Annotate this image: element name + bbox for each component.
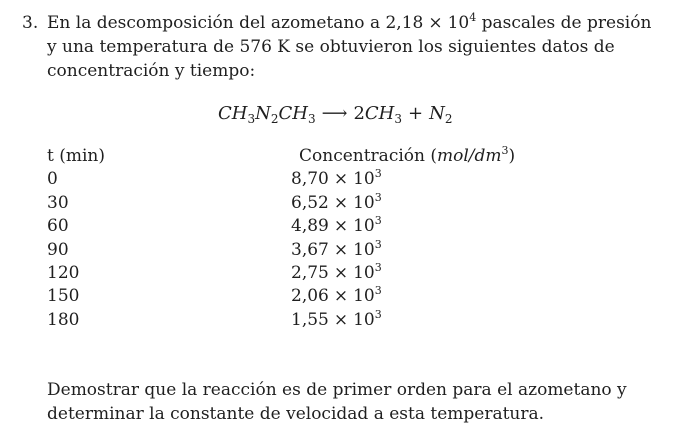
times-symbol: × bbox=[333, 169, 349, 190]
power-base: 10 bbox=[353, 169, 375, 190]
reactant-ch-2: CH bbox=[278, 103, 308, 124]
pressure-base: 10 bbox=[447, 13, 470, 33]
time-value: 180 bbox=[47, 309, 80, 330]
power-base: 10 bbox=[353, 192, 375, 213]
times-symbol: × bbox=[333, 216, 349, 237]
problem-statement bbox=[47, 11, 687, 83]
concentration-value bbox=[291, 168, 515, 191]
time-value: 120 bbox=[47, 262, 80, 283]
concentration-mantissa: 4,89 bbox=[291, 216, 329, 237]
power-base: 10 bbox=[353, 216, 375, 237]
statement-line-3: concentración y tiempo: bbox=[47, 61, 256, 81]
product1-ch: CH bbox=[364, 103, 395, 124]
time-value: 30 bbox=[47, 192, 69, 213]
power-exp: 3 bbox=[374, 284, 382, 298]
product2-sub: 2 bbox=[444, 112, 453, 126]
power-exp: 3 bbox=[374, 237, 382, 251]
power-exp: 3 bbox=[374, 307, 382, 321]
concentration-value bbox=[291, 239, 515, 262]
power-exp: 3 bbox=[374, 190, 382, 204]
product1-coeff: 2 bbox=[353, 103, 365, 124]
times-symbol: × bbox=[333, 286, 349, 307]
reactant-n: N bbox=[255, 103, 271, 124]
task-instructions bbox=[47, 378, 687, 426]
concentration-mantissa: 1,55 bbox=[291, 309, 329, 330]
time-value: 150 bbox=[47, 286, 80, 307]
power-exp: 3 bbox=[374, 167, 382, 181]
time-value: 90 bbox=[47, 239, 69, 260]
power-base: 10 bbox=[353, 286, 375, 307]
reaction-arrow: ⟶ bbox=[321, 103, 348, 124]
times-symbol: × bbox=[333, 262, 349, 283]
statement-line-2: y una temperatura de 576 K se obtuvieron los siguientes datos de bbox=[47, 37, 615, 57]
plus-sign: + bbox=[408, 103, 424, 124]
concentration-value bbox=[291, 262, 515, 285]
concentration-mantissa: 6,52 bbox=[291, 192, 329, 213]
time-value: 0 bbox=[47, 169, 58, 190]
times-symbol: × bbox=[333, 309, 349, 330]
reactant-ch: CH bbox=[218, 103, 248, 124]
concentration-header: Concentración $(mol/dm^3)$ bbox=[299, 144, 516, 166]
concentration-mantissa: 2,75 bbox=[291, 262, 329, 283]
reactant-sub-1: 3 bbox=[247, 112, 256, 126]
reactant-sub-3: 3 bbox=[308, 112, 316, 126]
footer-line-2: determinar la constante de velocidad a esta temperatura. bbox=[47, 404, 545, 424]
times-symbol: × bbox=[428, 13, 443, 33]
pressure-tail: pascales de presión bbox=[481, 13, 652, 33]
power-exp: 3 bbox=[374, 214, 382, 228]
time-column bbox=[47, 145, 105, 332]
statement-line-1-text: En la descomposición del azometano a 2,18 bbox=[47, 13, 424, 33]
footer-line-1: Demostrar que la reacción es de primer orden para el azometano y bbox=[47, 380, 627, 400]
concentration-value bbox=[291, 285, 515, 308]
times-symbol: × bbox=[333, 192, 349, 213]
reaction-equation bbox=[218, 101, 453, 132]
product2-n: N bbox=[429, 103, 445, 124]
power-exp: 3 bbox=[374, 260, 382, 274]
pressure-exponent: 4 bbox=[469, 11, 477, 24]
concentration-header-exp: 3 bbox=[501, 144, 509, 157]
power-base: 10 bbox=[353, 239, 375, 260]
time-header: t (min) bbox=[47, 146, 106, 166]
times-symbol: × bbox=[333, 239, 349, 260]
concentration-mantissa: 8,70 bbox=[291, 169, 329, 190]
concentration-header-text: Concentración bbox=[299, 146, 425, 166]
problem-number: 3. bbox=[22, 13, 39, 33]
statement-line-1 bbox=[47, 11, 687, 35]
concentration-value bbox=[291, 215, 515, 238]
concentration-value bbox=[291, 192, 515, 215]
time-value: 60 bbox=[47, 216, 69, 237]
product1-sub: 3 bbox=[394, 112, 403, 126]
power-base: 10 bbox=[353, 309, 375, 330]
concentration-value bbox=[291, 309, 515, 332]
concentration-mantissa: 2,06 bbox=[291, 286, 329, 307]
concentration-header-unit: mol/dm bbox=[437, 146, 502, 166]
reactant-sub-2: 2 bbox=[270, 112, 279, 126]
power-base: 10 bbox=[353, 262, 375, 283]
concentration-column bbox=[291, 145, 515, 332]
concentration-mantissa: 3,67 bbox=[291, 239, 329, 260]
